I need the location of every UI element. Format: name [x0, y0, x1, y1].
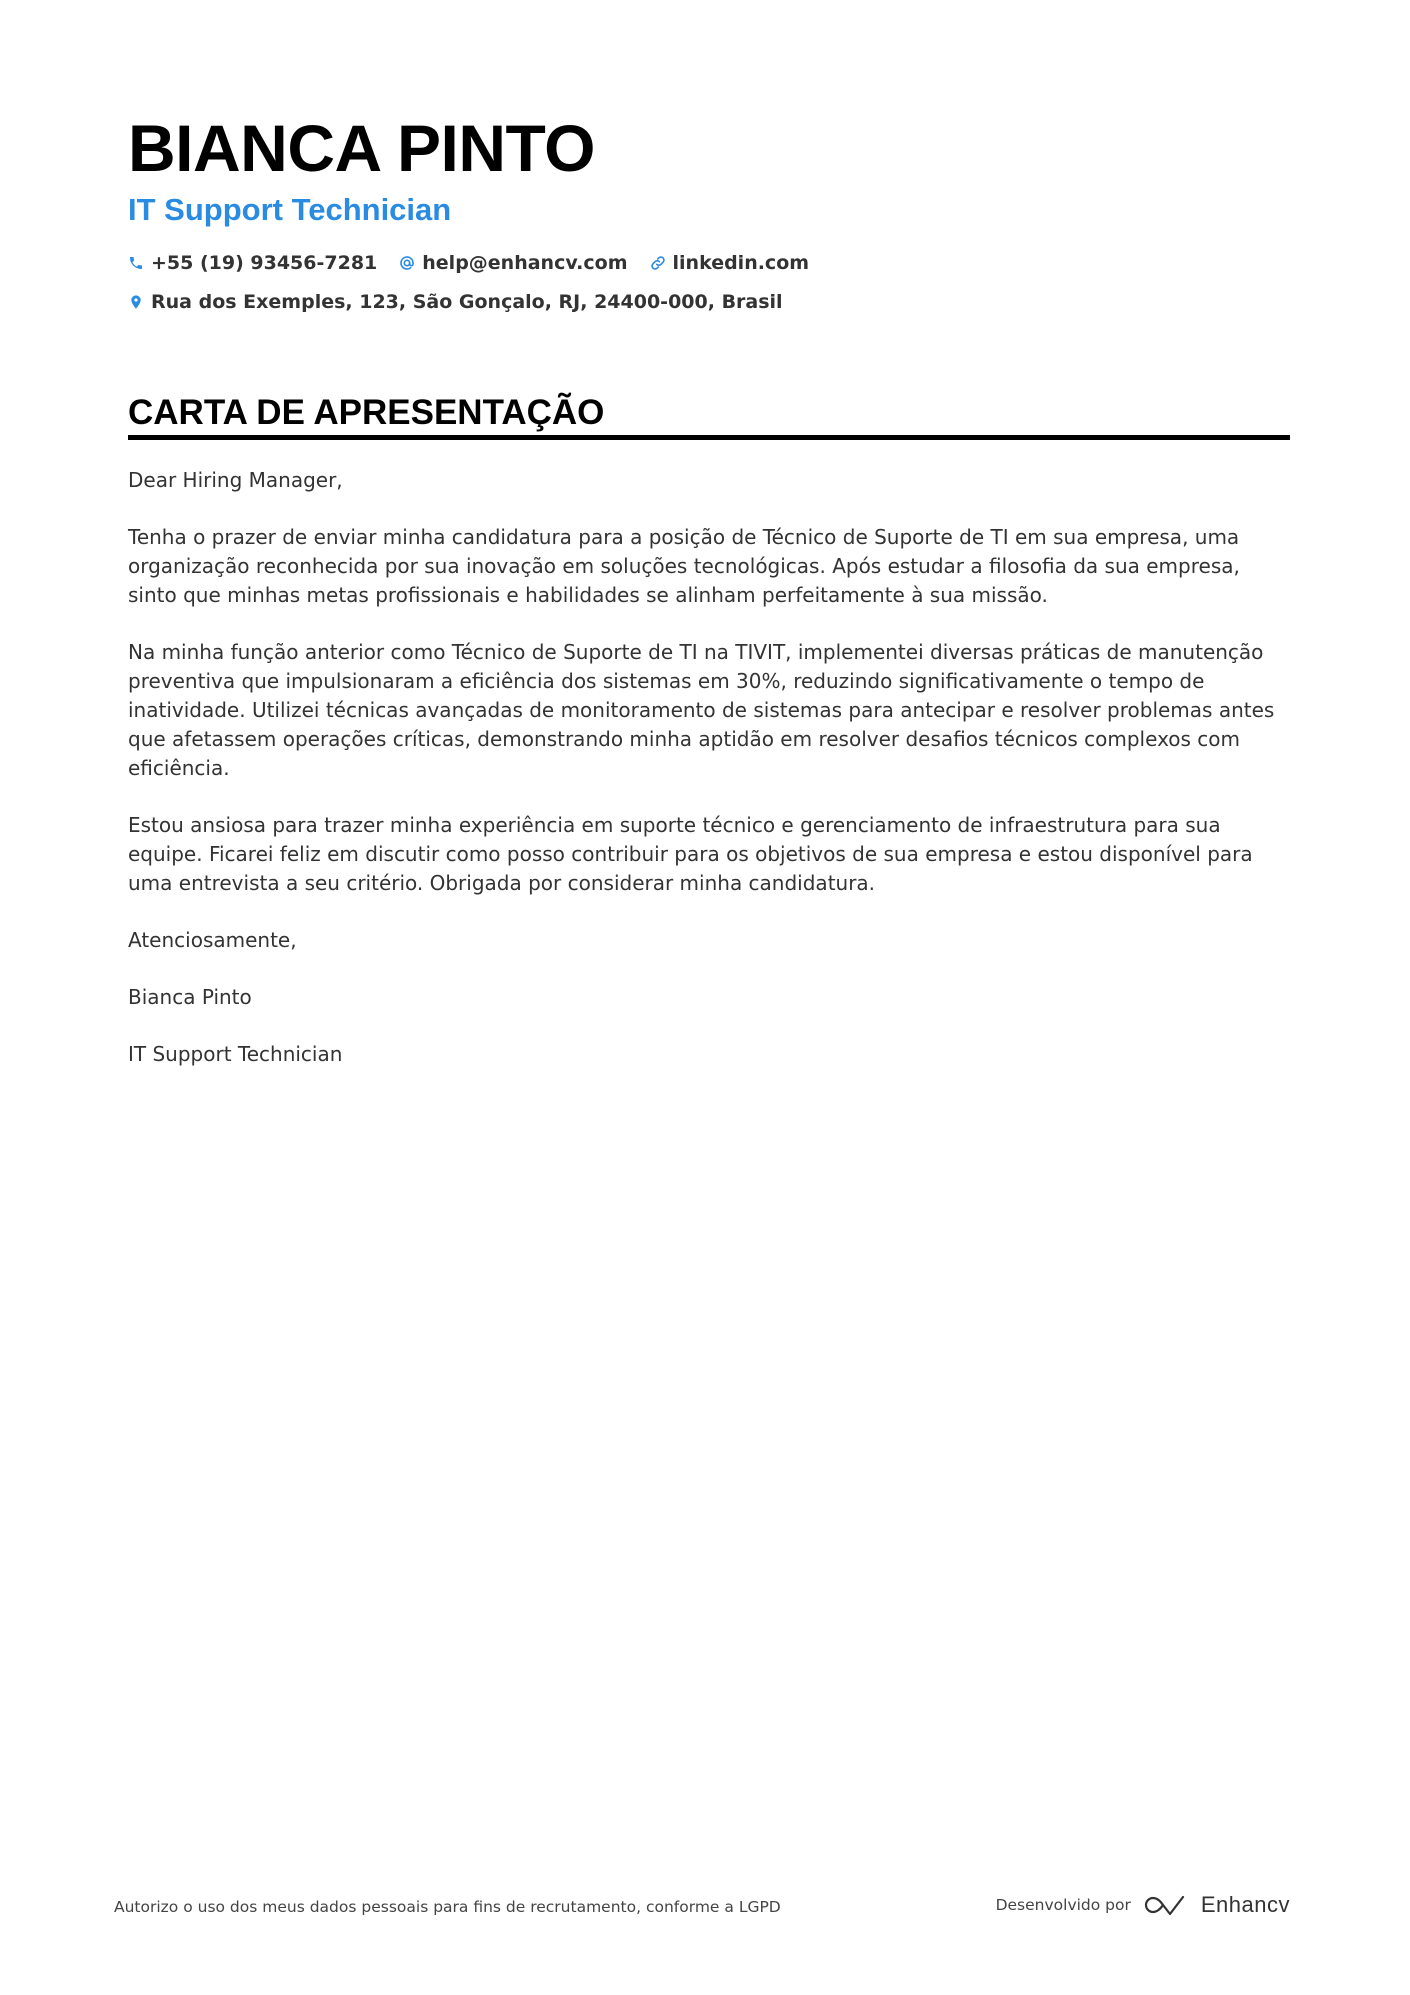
letter-paragraph: Na minha função anterior como Técnico de Suporte de TI na TIVIT, implementei diversas práticas de manutenção preventiva que impulsionaram a eficiência dos sistemas em 30%, reduzindo significativamente o tempo de inatividade. Utilizei técnicas avançadas de monitoramento de sistemas para antecipar e resolver problemas antes que afetassem operações críticas, demonstrando minha aptidão em resolver desafios técnicos complexos com eficiência. — [128, 640, 1275, 780]
phone-text: +55 (19) 93456-7281 — [151, 252, 378, 274]
powered-by[interactable] — [996, 1892, 1290, 1918]
contact-link[interactable] — [650, 252, 810, 274]
location-pin-icon — [128, 294, 144, 310]
lgpd-consent: Autorizo o uso dos meus dados pessoais para fins de recrutamento, conforme a LGPD — [114, 1898, 781, 1916]
contact-row-2 — [128, 289, 1290, 315]
letter-paragraph: Estou ansiosa para trazer minha experiência em suporte técnico e gerenciamento de infraestrutura para sua equipe. Ficarei feliz em discutir como posso contribuir para os objetivos de sua empresa e estou disponível para uma entrevista a seu critério. Obrigada por considerar minha candidatura. — [128, 813, 1253, 895]
address-text: Rua dos Exemples, 123, São Gonçalo, RJ, 24400-000, Brasil — [151, 291, 783, 313]
powered-by-label: Desenvolvido por — [995, 1896, 1131, 1914]
candidate-name: BIANCA PINTO — [128, 111, 596, 185]
at-icon — [399, 255, 415, 271]
contact-block — [128, 250, 1290, 315]
letter-body — [128, 466, 1290, 1069]
enhancv-logo-icon — [1143, 1893, 1189, 1917]
resume-page — [128, 108, 1290, 1097]
link-text: linkedin.com — [672, 252, 810, 274]
letter-paragraph: Tenha o prazer de enviar minha candidatura para a posição de Técnico de Suporte de TI em sua empresa, uma organização reconhecida por sua inovação em soluções tecnológicas. Após estudar a filosofia da sua empresa, sinto que minhas metas profissionais e habilidades se alinham perfeitamente à sua missão. — [128, 525, 1240, 607]
letter-greeting: Dear Hiring Manager, — [128, 468, 343, 492]
email-text: help@enhancv.com — [422, 252, 628, 274]
letter-closing: Atenciosamente, — [128, 928, 297, 952]
phone-icon — [128, 255, 144, 271]
contact-email[interactable] — [399, 252, 627, 274]
link-icon — [650, 255, 666, 271]
signature-name: Bianca Pinto — [128, 985, 252, 1009]
page-footer — [114, 1892, 1290, 1922]
contact-row-1 — [128, 250, 1290, 276]
contact-phone — [128, 252, 377, 274]
section-heading: CARTA DE APRESENTAÇÃO — [128, 393, 1290, 440]
candidate-title: IT Support Technician — [128, 192, 452, 227]
contact-address — [128, 291, 783, 313]
signature-title: IT Support Technician — [128, 1042, 343, 1066]
brand-name: Enhancv — [1200, 1892, 1290, 1917]
